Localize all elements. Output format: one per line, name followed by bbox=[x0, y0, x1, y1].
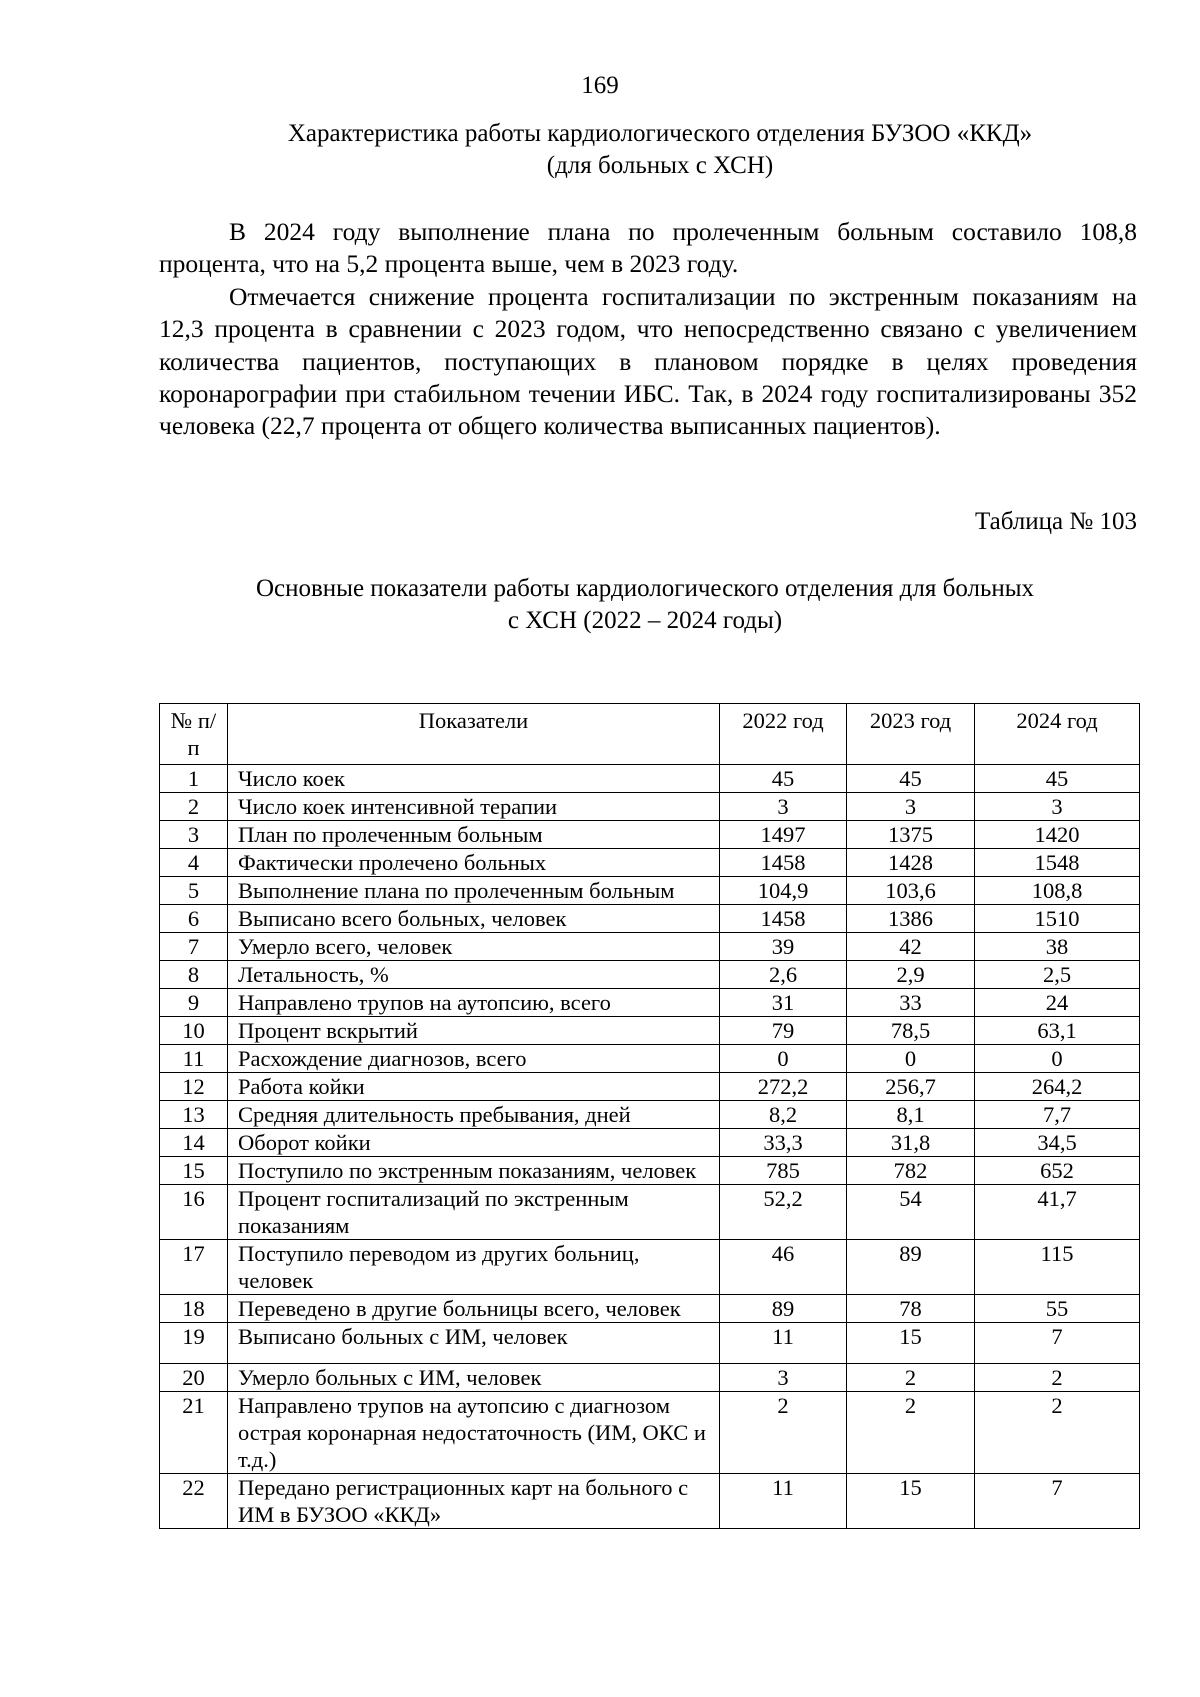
row-indicator: Выписано всего больных, человек bbox=[228, 905, 720, 933]
table-title bbox=[160, 573, 1130, 637]
row-indicator: Процент вскрытий bbox=[228, 1017, 720, 1045]
value-2024: 264,2 bbox=[975, 1073, 1140, 1101]
table-row bbox=[160, 933, 1140, 961]
body-text bbox=[159, 216, 1137, 443]
value-2024: 63,1 bbox=[975, 1017, 1140, 1045]
value-2024: 41,7 bbox=[975, 1185, 1140, 1240]
row-indicator: Умерло всего, человек bbox=[228, 933, 720, 961]
value-2024: 0 bbox=[975, 1045, 1140, 1073]
table-row bbox=[160, 1157, 1140, 1185]
row-number: 2 bbox=[160, 793, 228, 821]
value-2023: 8,1 bbox=[847, 1101, 975, 1129]
row-indicator: Умерло больных с ИМ, человек bbox=[228, 1364, 720, 1392]
row-number: 17 bbox=[160, 1240, 228, 1295]
table-row bbox=[160, 1392, 1140, 1474]
value-2022: 33,3 bbox=[720, 1129, 847, 1157]
value-2022: 45 bbox=[720, 765, 847, 793]
row-indicator: Оборот койки bbox=[228, 1129, 720, 1157]
row-number: 4 bbox=[160, 849, 228, 877]
table-row bbox=[160, 989, 1140, 1017]
value-2024: 2,5 bbox=[975, 961, 1140, 989]
value-2023: 15 bbox=[847, 1323, 975, 1364]
row-number: 6 bbox=[160, 905, 228, 933]
value-2022: 104,9 bbox=[720, 877, 847, 905]
header-num: № п/п bbox=[160, 704, 228, 765]
row-number: 13 bbox=[160, 1101, 228, 1129]
row-number: 9 bbox=[160, 989, 228, 1017]
table-row bbox=[160, 1073, 1140, 1101]
row-indicator: Поступило переводом из других больниц, человек bbox=[228, 1240, 720, 1295]
value-2022: 1458 bbox=[720, 849, 847, 877]
section-heading-line-1: Характеристика работы кардиологического отделения БУЗОО «ККД» bbox=[287, 120, 1033, 147]
row-number: 16 bbox=[160, 1185, 228, 1240]
value-2024: 115 bbox=[975, 1240, 1140, 1295]
value-2022: 11 bbox=[720, 1323, 847, 1364]
row-indicator: Работа койки bbox=[228, 1073, 720, 1101]
value-2023: 42 bbox=[847, 933, 975, 961]
header-2022: 2022 год bbox=[720, 704, 847, 765]
value-2023: 3 bbox=[847, 793, 975, 821]
value-2024: 55 bbox=[975, 1295, 1140, 1323]
value-2022: 52,2 bbox=[720, 1185, 847, 1240]
row-number: 1 bbox=[160, 765, 228, 793]
section-heading bbox=[160, 118, 1160, 182]
value-2022: 3 bbox=[720, 793, 847, 821]
value-2023: 89 bbox=[847, 1240, 975, 1295]
table-row bbox=[160, 1323, 1140, 1364]
table-title-line-2: с ХСН (2022 – 2024 годы) bbox=[507, 607, 783, 634]
value-2022: 1497 bbox=[720, 821, 847, 849]
indicators-table bbox=[159, 703, 1140, 1529]
row-indicator: Фактически пролечено больных bbox=[228, 849, 720, 877]
row-number: 10 bbox=[160, 1017, 228, 1045]
section-heading-line-2: (для больных с ХСН) bbox=[546, 152, 774, 179]
value-2022: 0 bbox=[720, 1045, 847, 1073]
row-number: 19 bbox=[160, 1323, 228, 1364]
value-2024: 38 bbox=[975, 933, 1140, 961]
value-2023: 782 bbox=[847, 1157, 975, 1185]
value-2024: 7 bbox=[975, 1474, 1140, 1529]
table-label: Таблица № 103 bbox=[974, 508, 1137, 535]
value-2023: 0 bbox=[847, 1045, 975, 1073]
table-row bbox=[160, 1474, 1140, 1529]
value-2024: 24 bbox=[975, 989, 1140, 1017]
page-number: 169 bbox=[581, 72, 619, 99]
row-indicator: Выписано больных с ИМ, человек bbox=[228, 1323, 720, 1364]
paragraph-2: Отмечается снижение процента госпитализации по экстренным показаниям на 12,3 процента в сравнении с 2023 годом, что непосредственно связано с увеличением количества пациентов, поступающих в плановом порядке в целях проведения коронарографии при стабильном течении ИБС. Так, в 2024 году госпитализированы 352 человека (22,7 процента от общего количества выписанных пациентов). bbox=[159, 281, 1137, 441]
value-2022: 3 bbox=[720, 1364, 847, 1392]
table-body bbox=[160, 765, 1140, 1529]
value-2024: 1548 bbox=[975, 849, 1140, 877]
table-row bbox=[160, 849, 1140, 877]
row-number: 22 bbox=[160, 1474, 228, 1529]
value-2023: 2,9 bbox=[847, 961, 975, 989]
row-indicator: Число коек bbox=[228, 765, 720, 793]
table-row bbox=[160, 905, 1140, 933]
value-2022: 39 bbox=[720, 933, 847, 961]
value-2022: 8,2 bbox=[720, 1101, 847, 1129]
table-title-line-1: Основные показатели работы кардиологического отделения для больных bbox=[255, 575, 1035, 602]
value-2022: 272,2 bbox=[720, 1073, 847, 1101]
value-2024: 1510 bbox=[975, 905, 1140, 933]
table-row bbox=[160, 1101, 1140, 1129]
table-row bbox=[160, 1364, 1140, 1392]
value-2022: 2,6 bbox=[720, 961, 847, 989]
row-number: 3 bbox=[160, 821, 228, 849]
value-2023: 103,6 bbox=[847, 877, 975, 905]
value-2023: 15 bbox=[847, 1474, 975, 1529]
table-row bbox=[160, 765, 1140, 793]
value-2022: 89 bbox=[720, 1295, 847, 1323]
value-2024: 108,8 bbox=[975, 877, 1140, 905]
value-2024: 7 bbox=[975, 1323, 1140, 1364]
value-2023: 2 bbox=[847, 1392, 975, 1474]
value-2022: 11 bbox=[720, 1474, 847, 1529]
value-2022: 2 bbox=[720, 1392, 847, 1474]
table-row bbox=[160, 961, 1140, 989]
value-2022: 46 bbox=[720, 1240, 847, 1295]
row-indicator: Направлено трупов на аутопсию, всего bbox=[228, 989, 720, 1017]
value-2024: 34,5 bbox=[975, 1129, 1140, 1157]
header-2024: 2024 год bbox=[975, 704, 1140, 765]
value-2023: 78 bbox=[847, 1295, 975, 1323]
value-2024: 3 bbox=[975, 793, 1140, 821]
row-number: 11 bbox=[160, 1045, 228, 1073]
value-2023: 256,7 bbox=[847, 1073, 975, 1101]
table-row bbox=[160, 1295, 1140, 1323]
paragraph-1: В 2024 году выполнение плана по пролеченным больным составило 108,8 процента, что на 5,2 процента выше, чем в 2023 году. bbox=[159, 217, 1137, 279]
header-indicator: Показатели bbox=[228, 704, 720, 765]
row-indicator: План по пролеченным больным bbox=[228, 821, 720, 849]
value-2022: 79 bbox=[720, 1017, 847, 1045]
value-2024: 652 bbox=[975, 1157, 1140, 1185]
value-2023: 45 bbox=[847, 765, 975, 793]
table-row bbox=[160, 821, 1140, 849]
row-indicator: Расхождение диагнозов, всего bbox=[228, 1045, 720, 1073]
value-2023: 1428 bbox=[847, 849, 975, 877]
value-2023: 78,5 bbox=[847, 1017, 975, 1045]
value-2022: 785 bbox=[720, 1157, 847, 1185]
row-number: 21 bbox=[160, 1392, 228, 1474]
value-2023: 2 bbox=[847, 1364, 975, 1392]
table-row bbox=[160, 1129, 1140, 1157]
row-indicator: Передано регистрационных карт на больного с ИМ в БУЗОО «ККД» bbox=[228, 1474, 720, 1529]
row-indicator: Направлено трупов на аутопсию с диагнозом острая коронарная недостаточность (ИМ, ОКС и т.д.) bbox=[228, 1392, 720, 1474]
table-row bbox=[160, 793, 1140, 821]
value-2023: 1375 bbox=[847, 821, 975, 849]
row-indicator: Средняя длительность пребывания, дней bbox=[228, 1101, 720, 1129]
row-number: 14 bbox=[160, 1129, 228, 1157]
row-indicator: Выполнение плана по пролеченным больным bbox=[228, 877, 720, 905]
row-number: 5 bbox=[160, 877, 228, 905]
row-number: 12 bbox=[160, 1073, 228, 1101]
value-2022: 31 bbox=[720, 989, 847, 1017]
table-row bbox=[160, 1185, 1140, 1240]
value-2024: 45 bbox=[975, 765, 1140, 793]
value-2023: 31,8 bbox=[847, 1129, 975, 1157]
row-indicator: Процент госпитализаций по экстренным показаниям bbox=[228, 1185, 720, 1240]
value-2024: 1420 bbox=[975, 821, 1140, 849]
value-2024: 7,7 bbox=[975, 1101, 1140, 1129]
table-row bbox=[160, 1240, 1140, 1295]
row-number: 18 bbox=[160, 1295, 228, 1323]
value-2023: 1386 bbox=[847, 905, 975, 933]
row-indicator: Поступило по экстренным показаниям, человек bbox=[228, 1157, 720, 1185]
value-2024: 2 bbox=[975, 1364, 1140, 1392]
row-number: 8 bbox=[160, 961, 228, 989]
value-2023: 54 bbox=[847, 1185, 975, 1240]
value-2023: 33 bbox=[847, 989, 975, 1017]
table-row bbox=[160, 877, 1140, 905]
row-indicator: Летальность, % bbox=[228, 961, 720, 989]
row-number: 15 bbox=[160, 1157, 228, 1185]
table-row bbox=[160, 1017, 1140, 1045]
row-number: 20 bbox=[160, 1364, 228, 1392]
table-row bbox=[160, 1045, 1140, 1073]
row-number: 7 bbox=[160, 933, 228, 961]
header-2023: 2023 год bbox=[847, 704, 975, 765]
row-indicator: Переведено в другие больницы всего, человек bbox=[228, 1295, 720, 1323]
row-indicator: Число коек интенсивной терапии bbox=[228, 793, 720, 821]
value-2024: 2 bbox=[975, 1392, 1140, 1474]
table-header-row bbox=[160, 704, 1140, 765]
value-2022: 1458 bbox=[720, 905, 847, 933]
